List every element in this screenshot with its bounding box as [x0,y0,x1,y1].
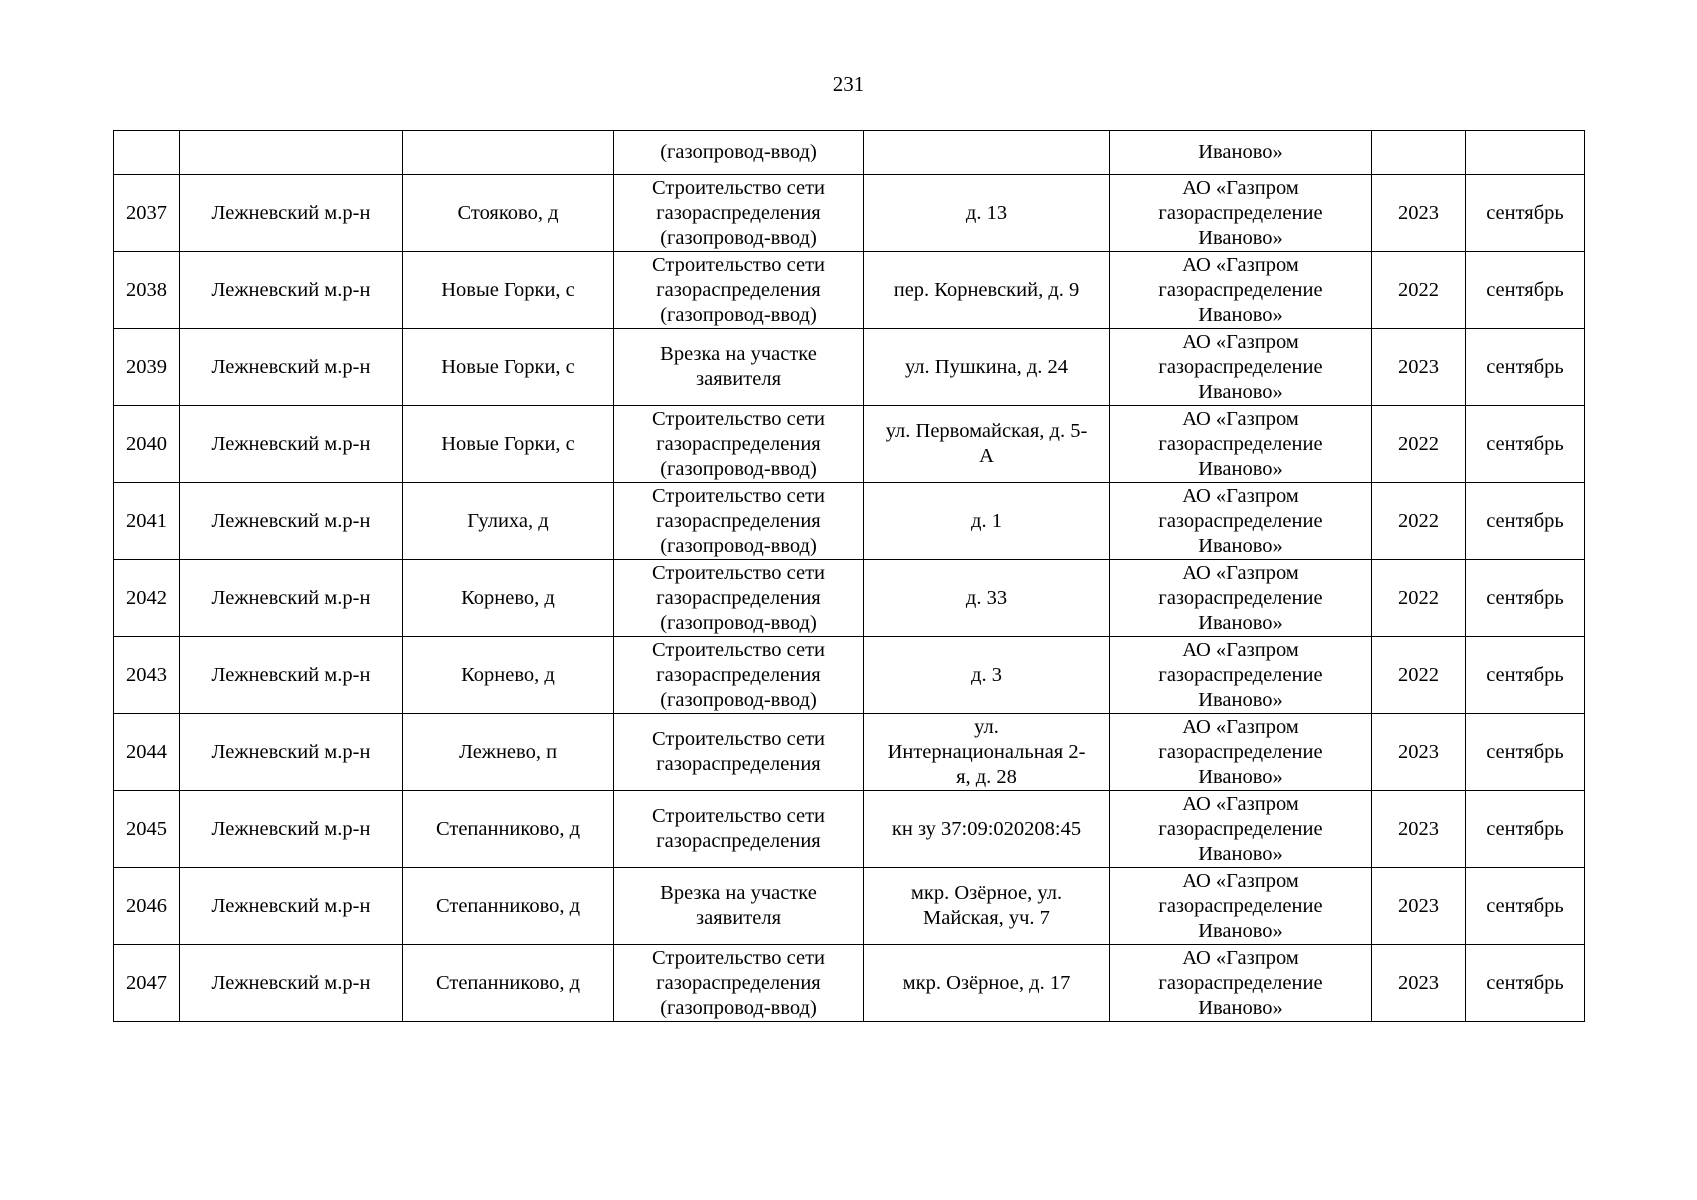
cell-year: 2023 [1372,714,1466,791]
cell-num: 2047 [114,945,180,1022]
cell-work-type: Строительство сети газораспределения (газопровод-ввод) [614,252,864,329]
cell-settlement: Степанниково, д [403,791,614,868]
cell-month: сентябрь [1466,945,1585,1022]
cell-year [1372,131,1466,175]
cell-month [1466,131,1585,175]
cell-settlement: Степанниково, д [403,868,614,945]
cell-address: ул. Пушкина, д. 24 [864,329,1110,406]
table-row [114,791,1585,868]
table-row [114,175,1585,252]
cell-settlement: Новые Горки, с [403,252,614,329]
cell-num: 2044 [114,714,180,791]
cell-work-type: Строительство сети газораспределения (газопровод-ввод) [614,175,864,252]
cell-year: 2022 [1372,560,1466,637]
cell-settlement: Новые Горки, с [403,406,614,483]
table-row [114,252,1585,329]
cell-organization: АО «Газпром газораспределение Иваново» [1110,791,1372,868]
cell-year: 2023 [1372,791,1466,868]
cell-district [180,131,403,175]
table-row [114,406,1585,483]
cell-district: Лежневский м.р-н [180,560,403,637]
cell-work-type: Строительство сети газораспределения (газопровод-ввод) [614,483,864,560]
cell-organization: АО «Газпром газораспределение Иваново» [1110,714,1372,791]
cell-year: 2022 [1372,483,1466,560]
cell-num: 2046 [114,868,180,945]
cell-address: пер. Корневский, д. 9 [864,252,1110,329]
cell-work-type: Строительство сети газораспределения (газопровод-ввод) [614,560,864,637]
cell-work-type: Строительство сети газораспределения (газопровод-ввод) [614,637,864,714]
cell-work-type: Строительство сети газораспределения [614,791,864,868]
cell-month: сентябрь [1466,329,1585,406]
cell-address: мкр. Озёрное, д. 17 [864,945,1110,1022]
table-row [114,483,1585,560]
cell-month: сентябрь [1466,560,1585,637]
cell-organization: АО «Газпром газораспределение Иваново» [1110,868,1372,945]
cell-district: Лежневский м.р-н [180,791,403,868]
cell-num: 2045 [114,791,180,868]
cell-address: ул. Первомайская, д. 5- А [864,406,1110,483]
cell-num: 2038 [114,252,180,329]
cell-num: 2043 [114,637,180,714]
cell-year: 2023 [1372,329,1466,406]
table-body [114,131,1585,1022]
cell-settlement: Новые Горки, с [403,329,614,406]
cell-month: сентябрь [1466,175,1585,252]
cell-num: 2037 [114,175,180,252]
cell-district: Лежневский м.р-н [180,329,403,406]
cell-address: мкр. Озёрное, ул. Майская, уч. 7 [864,868,1110,945]
cell-district: Лежневский м.р-н [180,483,403,560]
cell-month: сентябрь [1466,868,1585,945]
cell-year: 2022 [1372,637,1466,714]
cell-work-type: Врезка на участке заявителя [614,868,864,945]
cell-num: 2040 [114,406,180,483]
table-row [114,868,1585,945]
cell-district: Лежневский м.р-н [180,714,403,791]
cell-organization: АО «Газпром газораспределение Иваново» [1110,483,1372,560]
cell-organization: АО «Газпром газораспределение Иваново» [1110,406,1372,483]
table-row [114,329,1585,406]
cell-month: сентябрь [1466,252,1585,329]
cell-num [114,131,180,175]
cell-year: 2023 [1372,175,1466,252]
table-row-continuation [114,131,1585,175]
cell-year: 2022 [1372,252,1466,329]
cell-organization: АО «Газпром газораспределение Иваново» [1110,560,1372,637]
cell-organization: АО «Газпром газораспределение Иваново» [1110,252,1372,329]
cell-settlement: Стояково, д [403,175,614,252]
cell-month: сентябрь [1466,637,1585,714]
cell-address [864,131,1110,175]
cell-settlement: Степанниково, д [403,945,614,1022]
cell-district: Лежневский м.р-н [180,406,403,483]
cell-num: 2039 [114,329,180,406]
cell-district: Лежневский м.р-н [180,252,403,329]
cell-settlement: Лежнево, п [403,714,614,791]
cell-district: Лежневский м.р-н [180,945,403,1022]
cell-num: 2042 [114,560,180,637]
page-number: 231 [832,72,865,96]
cell-settlement: Гулиха, д [403,483,614,560]
table-row [114,714,1585,791]
table-row [114,945,1585,1022]
cell-work-type: Врезка на участке заявителя [614,329,864,406]
cell-work-type: Строительство сети газораспределения (газопровод-ввод) [614,406,864,483]
cell-settlement: Корнево, д [403,560,614,637]
cell-organization: АО «Газпром газораспределение Иваново» [1110,945,1372,1022]
cell-address: д. 3 [864,637,1110,714]
cell-address: д. 33 [864,560,1110,637]
cell-organization: АО «Газпром газораспределение Иваново» [1110,175,1372,252]
cell-district: Лежневский м.р-н [180,868,403,945]
cell-work-type: Строительство сети газораспределения (газопровод-ввод) [614,945,864,1022]
cell-district: Лежневский м.р-н [180,175,403,252]
cell-year: 2022 [1372,406,1466,483]
cell-month: сентябрь [1466,483,1585,560]
cell-month: сентябрь [1466,714,1585,791]
cell-district: Лежневский м.р-н [180,637,403,714]
cell-organization: АО «Газпром газораспределение Иваново» [1110,329,1372,406]
cell-month: сентябрь [1466,791,1585,868]
cell-num: 2041 [114,483,180,560]
table-row [114,637,1585,714]
cell-address: д. 13 [864,175,1110,252]
cell-address: кн зу 37:09:020208:45 [864,791,1110,868]
cell-month: сентябрь [1466,406,1585,483]
table-row [114,560,1585,637]
cell-address: ул. Интернациональная 2- я, д. 28 [864,714,1110,791]
cell-year: 2023 [1372,945,1466,1022]
gasification-table [113,130,1585,1022]
cell-organization: Иваново» [1110,131,1372,175]
cell-work-type: (газопровод-ввод) [614,131,864,175]
cell-address: д. 1 [864,483,1110,560]
cell-organization: АО «Газпром газораспределение Иваново» [1110,637,1372,714]
cell-year: 2023 [1372,868,1466,945]
cell-settlement [403,131,614,175]
cell-settlement: Корнево, д [403,637,614,714]
cell-work-type: Строительство сети газораспределения [614,714,864,791]
